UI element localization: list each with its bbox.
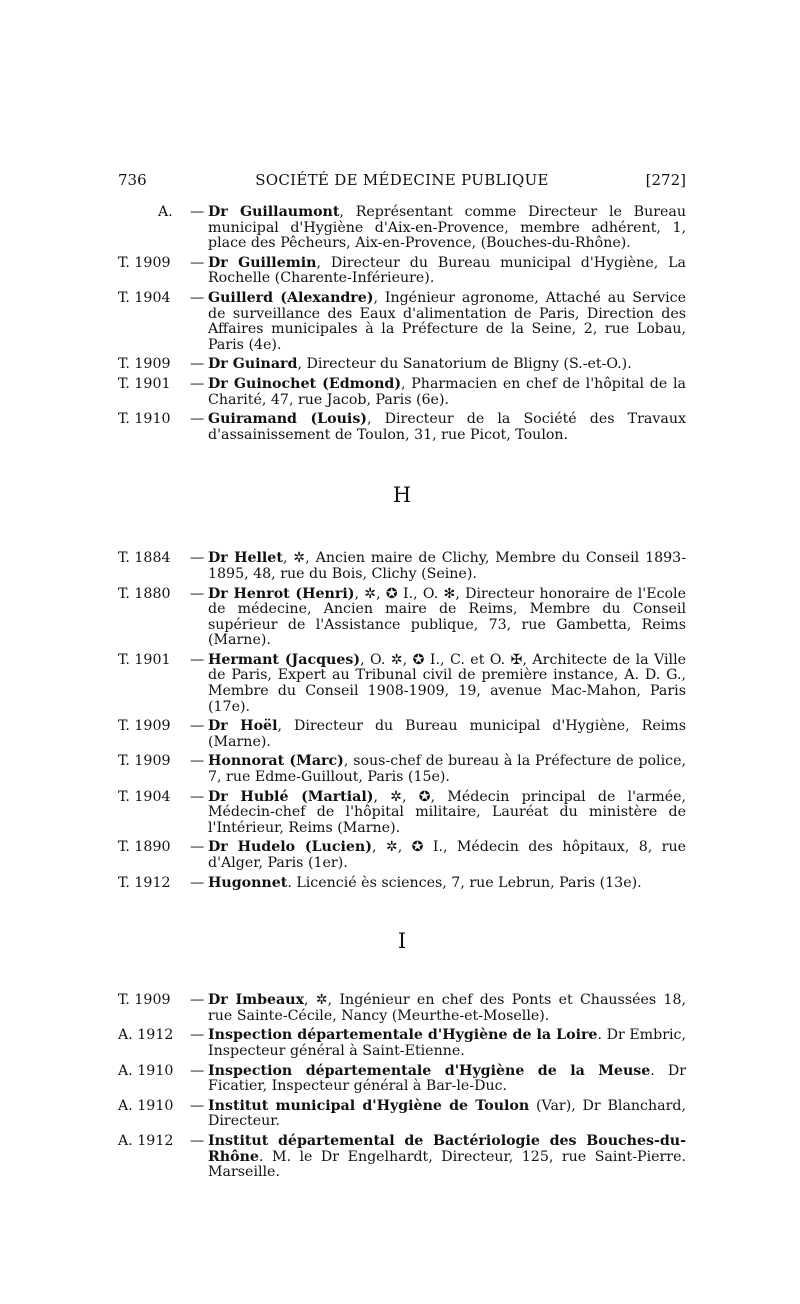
membership-type: T. 1909 <box>118 356 171 373</box>
member-entry <box>118 377 686 408</box>
member-details: , ✲, ✪ I., O. ✻, Directeur honoraire de l'Ecole de médecine, Ancien maire de Reims, Membre du Conseil supérieur de l'Assistance publique, 73, rue Gambetta, Reims (Marne). <box>208 585 686 649</box>
entry-dash: — <box>190 992 205 1009</box>
entry-text <box>208 1134 686 1181</box>
member-name: Dr Hublé (Martial) <box>208 788 374 805</box>
entry-text <box>208 587 686 649</box>
entry-dash: — <box>190 411 205 428</box>
entry-dash: — <box>190 651 205 668</box>
membership-type: T. 1904 <box>118 289 171 306</box>
member-details: , Directeur de la Société des Travaux d'assainissement de Toulon, 31, rue Picot, Toulon. <box>208 411 686 443</box>
member-name: Inspection départementale d'Hygiène de la Loire <box>208 1027 598 1044</box>
entry-dash: — <box>190 1027 205 1044</box>
entry-dash: — <box>190 1097 205 1114</box>
membership-year: 1912 <box>137 1027 174 1044</box>
member-entry <box>118 291 686 353</box>
entry-text <box>208 993 686 1024</box>
member-name: Dr Guinard <box>208 356 298 373</box>
entry-text <box>208 1064 686 1095</box>
member-details: , Directeur du Sanatorium de Bligny (S.-et-O.). <box>297 356 632 373</box>
member-entry <box>118 1099 686 1130</box>
membership-year: 1909 <box>134 718 171 735</box>
membership-year: 1910 <box>134 411 171 428</box>
membership-year: 1909 <box>134 356 171 373</box>
membership-type: T. 1884 <box>118 550 171 567</box>
entry-text <box>208 412 686 443</box>
entry-text <box>208 790 686 837</box>
member-details: , ✲, Ancien maire de Clichy, Membre du Conseil 1893-1895, 48, rue du Bois, Clichy (Seine). <box>208 550 686 582</box>
membership-year: 1912 <box>134 874 171 891</box>
membership-type: T. 1912 <box>118 874 171 891</box>
entry-text <box>208 357 686 373</box>
membership-type: T. 1901 <box>118 651 171 668</box>
member-name: Dr Imbeaux <box>208 992 305 1009</box>
entry-dash: — <box>190 585 205 602</box>
member-name: Inspection départementale d'Hygiène de la Meuse <box>208 1062 651 1079</box>
entry-dash: — <box>190 1132 205 1149</box>
member-entry <box>118 256 686 287</box>
member-details: . Dr Ficatier, Inspecteur général à Bar-le-Duc. <box>208 1062 686 1095</box>
entry-text <box>208 291 686 353</box>
member-name: Hugonnet <box>208 874 288 891</box>
entry-dash: — <box>190 839 205 856</box>
member-entry <box>118 587 686 649</box>
entry-dash: — <box>190 375 205 392</box>
membership-type: A. 1912 <box>118 1132 174 1149</box>
member-name: Institut départemental de Bactériologie des Bouches-du-Rhône <box>208 1132 686 1165</box>
member-name: Dr Guinochet (Edmond) <box>208 375 402 392</box>
entry-dash: — <box>190 254 205 271</box>
membership-type: A. 1912 <box>118 1027 174 1044</box>
membership-year: 1910 <box>137 1062 174 1079</box>
member-name: Hermant (Jacques) <box>208 651 361 668</box>
member-name: Dr Hellet <box>208 550 283 567</box>
membership-year: 1884 <box>134 550 171 567</box>
running-title: SOCIÉTÉ DE MÉDECINE PUBLIQUE <box>255 171 549 189</box>
member-entry <box>118 993 686 1024</box>
membership-type: T. 1909 <box>118 992 171 1009</box>
member-entry <box>118 754 686 785</box>
membership-year: 1909 <box>134 753 171 770</box>
member-entry <box>118 1028 686 1059</box>
membership-year: 1901 <box>134 651 171 668</box>
member-details: . Dr Embric, Inspecteur général à Saint-Etienne. <box>208 1027 686 1059</box>
entry-dash: — <box>190 788 205 805</box>
page-number: 736 <box>118 171 147 189</box>
membership-type: T. 1901 <box>118 375 171 392</box>
membership-type: T. 1880 <box>118 585 171 602</box>
membership-year: 1909 <box>134 254 171 271</box>
entry-text <box>208 1099 686 1130</box>
section-number: [272] <box>645 171 686 189</box>
member-list <box>118 205 686 1185</box>
entry-dash: — <box>190 356 205 373</box>
member-name: Dr Henrot (Henri) <box>208 585 355 602</box>
member-details: , ✲, Ingénieur en chef des Ponts et Chaussées 18, rue Sainte-Cécile, Nancy (Meurthe-et-Moselle). <box>208 992 686 1024</box>
member-name: Institut municipal d'Hygiène de Toulon <box>208 1097 530 1114</box>
member-details: , Directeur du Bureau municipal d'Hygiène, La Rochelle (Charente-Inférieure). <box>208 254 686 287</box>
entry-dash: — <box>190 874 205 891</box>
member-name: Dr Hoël <box>208 718 278 735</box>
membership-type: A. 1910 <box>118 1097 174 1114</box>
membership-type: T. 1909 <box>118 718 171 735</box>
member-details: , Représentant comme Directeur le Bureau municipal d'Hygiène d'Aix-en-Provence, membre adhérent, 1, place des Pêcheurs, Aix-en-Provence, (Bouches-du-Rhône). <box>208 204 686 252</box>
membership-year: 1912 <box>137 1132 174 1149</box>
member-entry <box>118 719 686 750</box>
membership-type: T. 1890 <box>118 839 171 856</box>
entry-text <box>208 876 686 892</box>
entry-text <box>208 205 686 252</box>
member-name: Dr Guillemin <box>208 254 317 271</box>
member-name: Honnorat (Marc) <box>208 753 344 770</box>
membership-year: 1904 <box>134 788 171 805</box>
member-entry <box>118 357 686 373</box>
section-heading-i: I <box>397 929 407 954</box>
membership-type: A. <box>158 204 173 220</box>
member-name: Guiramand (Louis) <box>208 411 368 428</box>
entry-text <box>208 256 686 287</box>
entry-dash: — <box>190 718 205 735</box>
entry-dash: — <box>190 753 205 770</box>
member-details: , ✲, ✪, Médecin principal de l'armée, Médecin-chef de l'hôpital militaire, Lauréat du ministère de l'Intérieur, Reims (Marne). <box>208 788 686 836</box>
member-details: (Var), Dr Blanchard, Directeur. <box>208 1097 686 1130</box>
member-details: , sous-chef de bureau à la Préfecture de police, 7, rue Edme-Guillout, Paris (15e). <box>208 753 686 786</box>
entry-dash: — <box>190 550 205 567</box>
member-entry <box>118 412 686 443</box>
member-entry <box>118 1134 686 1181</box>
entry-text <box>208 840 686 871</box>
membership-year: 1909 <box>134 992 171 1009</box>
membership-type: T. 1909 <box>118 753 171 770</box>
entry-text <box>208 377 686 408</box>
member-details: , Ingénieur agronome, Attaché au Service de surveillance des Eaux d'alimentation de Paris, Direction des Affaires municipales à la Préfecture de la Seine, 2, rue Lobau, Paris (4e). <box>208 289 686 353</box>
membership-type: T. 1909 <box>118 254 171 271</box>
membership-year: 1890 <box>134 839 171 856</box>
entry-text <box>208 719 686 750</box>
membership-type: A. 1910 <box>118 1062 174 1079</box>
membership-year: 1904 <box>134 289 171 306</box>
entry-dash: — <box>190 289 205 306</box>
member-entry <box>118 205 686 252</box>
entry-dash: — <box>190 204 205 220</box>
member-name: Guillerd (Alexandre) <box>208 289 374 306</box>
membership-type: T. 1910 <box>118 411 171 428</box>
membership-year: 1901 <box>134 375 171 392</box>
entry-text <box>208 754 686 785</box>
membership-year: 1880 <box>134 585 171 602</box>
member-entry <box>118 653 686 715</box>
member-entry <box>118 1064 686 1095</box>
member-details: . M. le Dr Engelhardt, Directeur, 125, rue Saint-Pierre. Marseille. <box>208 1148 686 1181</box>
member-details: , ✲, ✪ I., Médecin des hôpitaux, 8, rue d'Alger, Paris (1er). <box>208 839 686 871</box>
member-entry <box>118 551 686 582</box>
membership-year: 1910 <box>137 1097 174 1114</box>
member-name: Dr Hudelo (Lucien) <box>208 839 372 856</box>
member-name: Dr Guillaumont <box>208 204 340 220</box>
member-details: . Licencié ès sciences, 7, rue Lebrun, Paris (13e). <box>287 874 642 891</box>
section-heading-h: H <box>392 483 412 508</box>
entry-text <box>208 1028 686 1059</box>
entry-text <box>208 551 686 582</box>
entry-text <box>208 653 686 715</box>
member-entry <box>118 876 686 892</box>
entry-dash: — <box>190 1062 205 1079</box>
member-details: , Directeur du Bureau municipal d'Hygiène, Reims (Marne). <box>208 718 686 750</box>
member-entry <box>118 790 686 837</box>
member-details: , O. ✲, ✪ I., C. et O. ✠, Architecte de la Ville de Paris, Expert au Tribunal civil de première instance, A. D. G., Membre du Conseil 1908-1909, 19, avenue Mac-Mahon, Paris (17e). <box>208 651 687 715</box>
membership-type: T. 1904 <box>118 788 171 805</box>
member-entry <box>118 840 686 871</box>
member-details: , Pharmacien en chef de l'hôpital de la Charité, 47, rue Jacob, Paris (6e). <box>208 375 686 408</box>
